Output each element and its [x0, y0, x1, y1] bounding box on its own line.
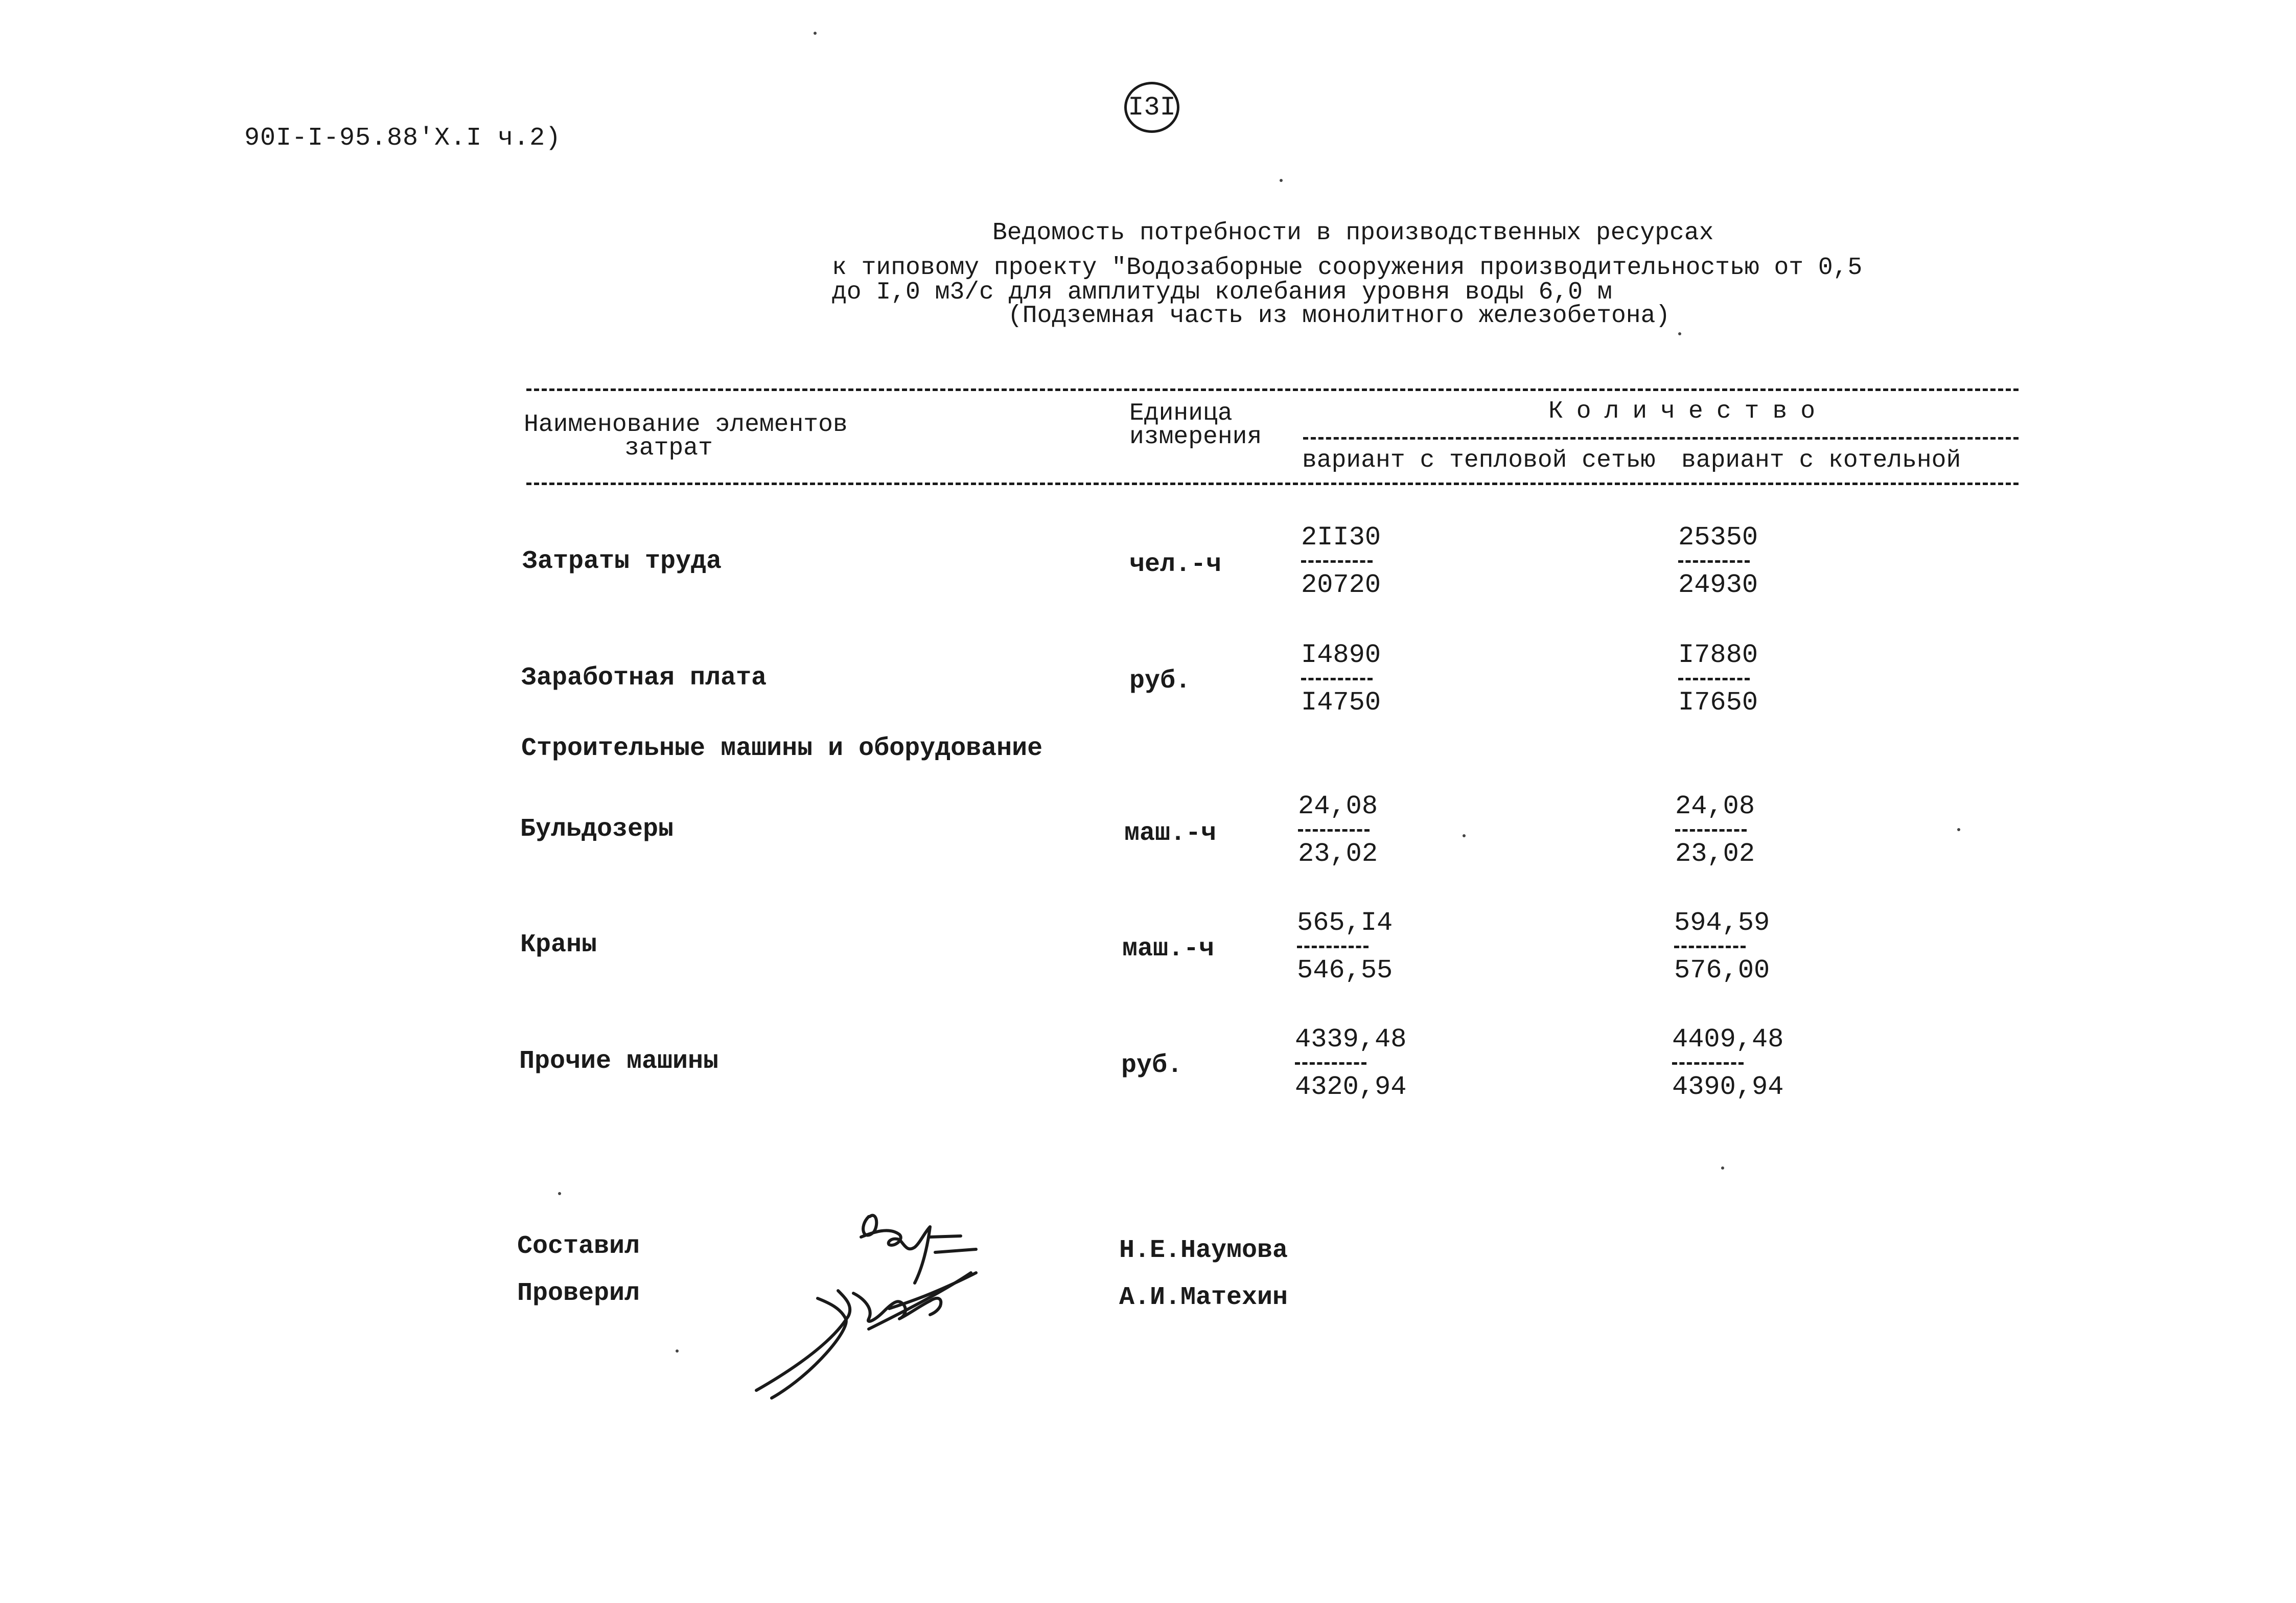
scan-speck: [814, 32, 817, 35]
fraction-bar: [1678, 678, 1750, 680]
row-unit-other-machines: руб.: [1121, 1051, 1183, 1080]
value-numerator: 594,59: [1674, 908, 1770, 938]
row-value-bulldozers-v2: [1675, 791, 1755, 869]
value-numerator: 4409,48: [1672, 1024, 1784, 1055]
row-unit-wages: руб.: [1129, 667, 1191, 696]
compiled-by-name: Н.Е.Наумова: [1119, 1236, 1288, 1265]
fraction-bar: [1678, 560, 1750, 563]
row-value-bulldozers-v1: [1298, 791, 1378, 869]
table-header-bottom-rule: [526, 483, 2019, 485]
value-denominator: I4750: [1301, 688, 1381, 718]
value-denominator: I7650: [1678, 688, 1758, 718]
value-numerator: 24,08: [1675, 791, 1755, 821]
row-label-wages: Заработная плата: [521, 663, 767, 693]
col-header-name-2: затрат: [624, 434, 713, 462]
fraction-bar: [1301, 560, 1373, 563]
row-unit-labor: чел.-ч: [1129, 550, 1222, 579]
value-numerator: 4339,48: [1295, 1024, 1407, 1055]
page-number: I3I: [1128, 92, 1176, 123]
document-title: Ведомость потребности в производственных ресурсах: [992, 219, 1714, 247]
col-header-unit-2: измерения: [1129, 423, 1262, 451]
title-line-4: (Подземная часть из монолитного железобетона): [1008, 302, 1671, 330]
value-denominator: 24930: [1678, 570, 1758, 600]
row-unit-bulldozers: маш.-ч: [1124, 819, 1217, 848]
row-label-cranes: Краны: [520, 930, 597, 959]
col-header-unit: Единица: [1129, 400, 1233, 427]
row-value-cranes-v2: [1674, 908, 1770, 986]
value-denominator: 20720: [1301, 570, 1381, 600]
row-unit-cranes: маш.-ч: [1122, 934, 1215, 964]
row-value-wages-v1: [1301, 640, 1381, 718]
col-header-variant2: вариант с котельной: [1681, 447, 1961, 474]
row-label-other-machines: Прочие машины: [519, 1047, 719, 1076]
value-numerator: I7880: [1678, 640, 1758, 670]
section-heading-machines: Строительные машины и оборудование: [521, 734, 1043, 763]
row-value-other-machines-v2: [1672, 1024, 1783, 1103]
col-header-variant1: вариант с тепловой сетью: [1302, 447, 1656, 474]
value-numerator: 25350: [1678, 522, 1758, 553]
row-value-other-machines-v1: [1295, 1024, 1406, 1103]
quantity-subheader-rule: [1303, 437, 2019, 440]
value-denominator: 4390,94: [1672, 1072, 1784, 1102]
scan-speck: [558, 1192, 561, 1195]
table-top-rule: [526, 388, 2019, 391]
fraction-bar: [1675, 829, 1747, 832]
scan-speck: [1721, 1166, 1724, 1170]
title-line-2: к типовому проекту "Водозаборные сооружения производительностью от 0,5: [832, 254, 1863, 282]
value-denominator: 576,00: [1674, 955, 1770, 986]
value-numerator: 24,08: [1298, 791, 1378, 821]
fraction-bar: [1297, 946, 1369, 948]
scan-speck: [1463, 834, 1466, 837]
document-code: 90I-I-95.88'X.I ч.2): [244, 124, 562, 153]
page-number-stamp: [1124, 82, 1179, 133]
row-value-labor-v1: [1301, 522, 1381, 601]
scan-speck: [1678, 332, 1681, 335]
value-denominator: 546,55: [1297, 955, 1393, 986]
col-header-quantity: Количество: [1548, 398, 1829, 425]
fraction-bar: [1298, 829, 1370, 832]
fraction-bar: [1672, 1062, 1744, 1065]
value-denominator: 4320,94: [1295, 1072, 1407, 1102]
checked-by-label: Проверил: [517, 1279, 640, 1308]
scan-speck: [1957, 828, 1960, 831]
fraction-bar: [1674, 946, 1746, 948]
scan-speck: [676, 1349, 679, 1353]
value-numerator: I4890: [1301, 640, 1381, 670]
col-header-name: Наименование элементов: [524, 411, 848, 439]
row-label-labor: Затраты труда: [522, 547, 722, 576]
row-label-bulldozers: Бульдозеры: [520, 815, 674, 844]
value-numerator: 2II30: [1301, 522, 1381, 553]
row-value-wages-v2: [1678, 640, 1758, 718]
checked-by-name: А.И.Матехин: [1119, 1283, 1288, 1312]
compiled-by-label: Составил: [517, 1232, 640, 1261]
handwritten-signatures: [736, 1196, 1063, 1411]
value-denominator: 23,02: [1298, 839, 1378, 869]
title-line-3: до I,0 м3/с для амплитуды колебания уровня воды 6,0 м: [832, 279, 1612, 306]
scan-speck: [1280, 179, 1283, 182]
value-denominator: 23,02: [1675, 839, 1755, 869]
fraction-bar: [1295, 1062, 1366, 1065]
value-numerator: 565,I4: [1297, 908, 1393, 938]
fraction-bar: [1301, 678, 1373, 680]
row-value-cranes-v1: [1297, 908, 1393, 986]
row-value-labor-v2: [1678, 522, 1758, 601]
